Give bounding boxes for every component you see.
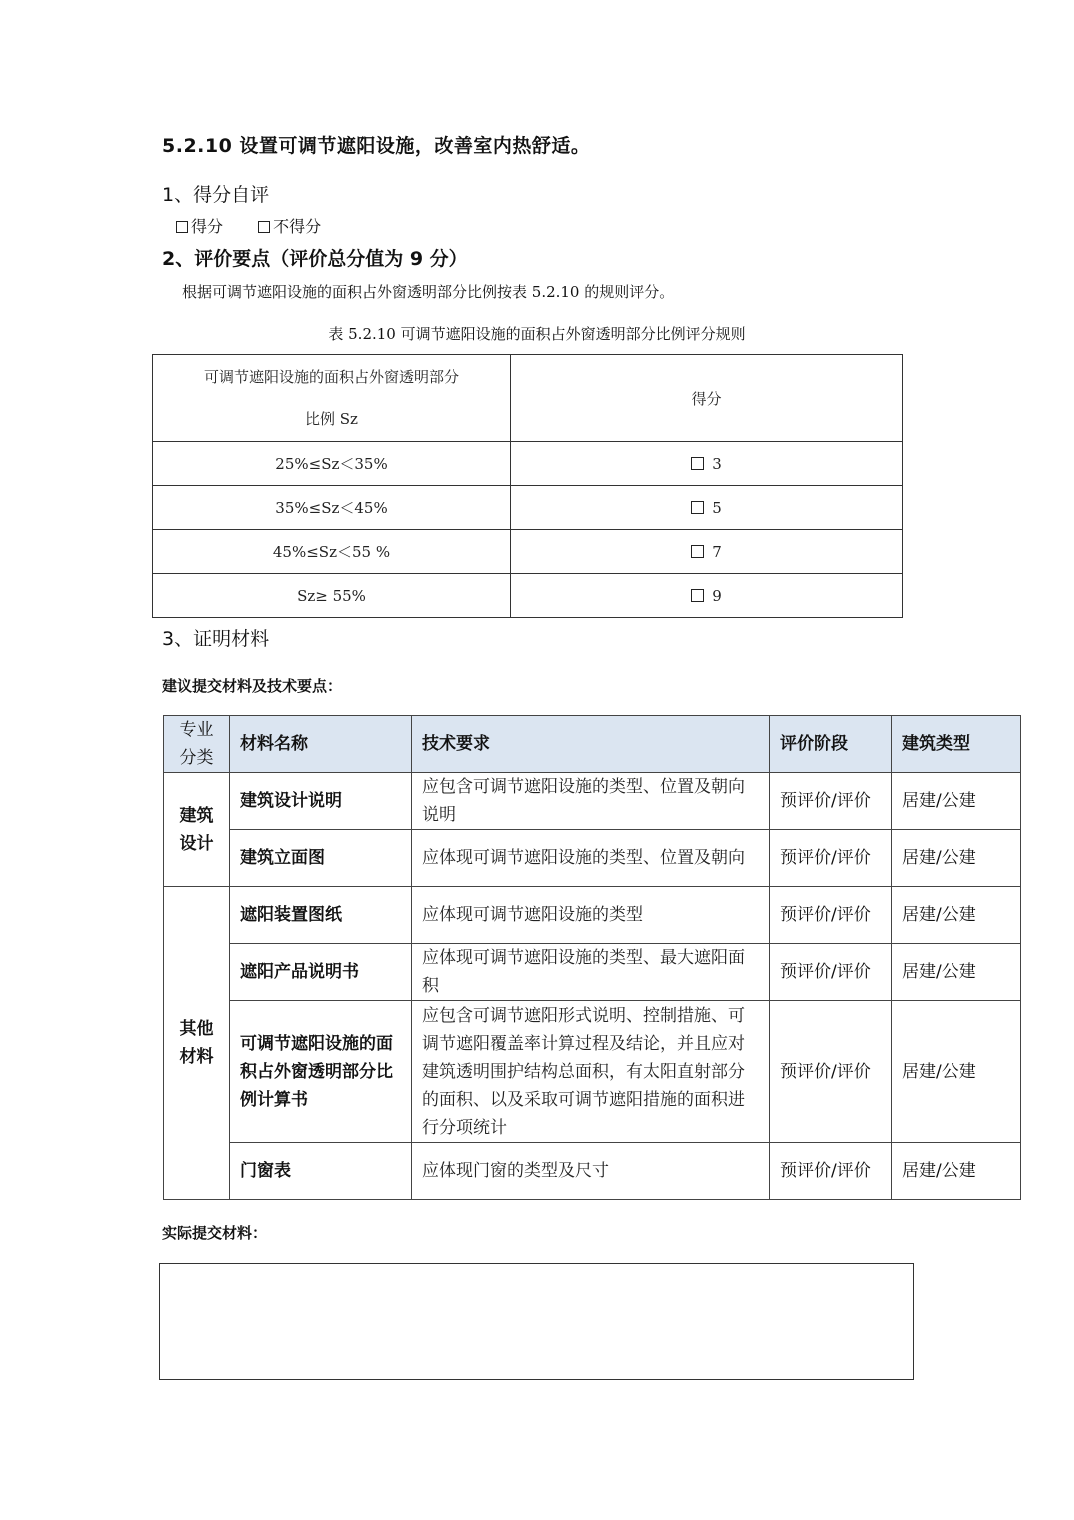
material-name: 可调节遮阳设施的面积占外窗透明部分比例计算书	[230, 1001, 412, 1143]
ratio-header-line2: 比例 Sz	[305, 410, 358, 428]
category-line2: 设计	[179, 833, 214, 854]
material-name: 门窗表	[230, 1143, 412, 1200]
score-rule-table	[152, 354, 903, 618]
material-stage: 预评价/评价	[770, 1001, 892, 1143]
self-eval-heading: 1、得分自评	[162, 184, 270, 206]
material-building-type: 居建/公建	[892, 1001, 1021, 1143]
material-requirement: 应体现可调节遮阳设施的类型、位置及朝向	[412, 830, 770, 887]
table-row	[164, 944, 1021, 1001]
ratio-range: 35%≤Sz＜45%	[153, 486, 511, 530]
eval-points-heading: 2、评价要点（评价总分值为 9 分）	[162, 248, 468, 270]
material-requirement: 应包含可调节遮阳设施的类型、位置及朝向说明	[412, 773, 770, 830]
category-cell	[164, 773, 230, 887]
table-caption: 表 5.2.10 可调节遮阳设施的面积占外窗透明部分比例评分规则	[328, 325, 746, 343]
ratio-range: 25%≤Sz＜35%	[153, 442, 511, 486]
material-requirement: 应体现可调节遮阳设施的类型、最大遮阳面积	[412, 944, 770, 1001]
table-row	[164, 1001, 1021, 1143]
noscore-option[interactable]	[258, 217, 321, 236]
actual-submission-label: 实际提交材料：	[162, 1224, 268, 1242]
ratio-header-line1: 可调节遮阳设施的面积占外窗透明部分	[203, 368, 459, 386]
checkbox-icon[interactable]	[691, 545, 704, 558]
table-row	[164, 887, 1021, 944]
table-row	[164, 830, 1021, 887]
checkbox-icon[interactable]	[691, 457, 704, 470]
category-cell	[164, 887, 230, 1200]
checkbox-icon[interactable]	[691, 501, 704, 514]
category-line2: 材料	[179, 1047, 214, 1067]
score-option-label: 得分	[191, 217, 224, 236]
category-line1: 其他	[179, 1019, 214, 1039]
score-header: 得分	[511, 355, 903, 442]
table-row	[153, 574, 903, 618]
ratio-header	[153, 355, 511, 442]
score-option[interactable]	[176, 217, 223, 236]
category-header	[164, 716, 230, 773]
material-stage: 预评价/评价	[770, 830, 892, 887]
score-cell	[511, 574, 903, 618]
score-cell	[511, 486, 903, 530]
score-value: 7	[712, 542, 722, 561]
table-row	[153, 530, 903, 574]
material-name: 遮阳装置图纸	[230, 887, 412, 944]
material-requirement: 应包含可调节遮阳形式说明、控制措施、可调节遮阳覆盖率计算过程及结论，并且应对建筑透明围护结构总面积，有太阳直射部分的面积、以及采取可调节遮阳措施的面积进行分项统计	[412, 1001, 770, 1143]
material-stage: 预评价/评价	[770, 944, 892, 1001]
materials-table	[163, 715, 1021, 1200]
material-stage: 预评价/评价	[770, 887, 892, 944]
requirement-header: 技术要求	[412, 716, 770, 773]
ratio-range: 45%≤Sz＜55 %	[153, 530, 511, 574]
material-building-type: 居建/公建	[892, 830, 1021, 887]
suggest-label: 建议提交材料及技术要点：	[162, 677, 343, 695]
score-value: 5	[712, 498, 722, 517]
category-line1: 建筑	[179, 805, 214, 826]
material-name: 建筑立面图	[230, 830, 412, 887]
actual-submission-box[interactable]	[159, 1263, 914, 1380]
material-name: 建筑设计说明	[230, 773, 412, 830]
eval-paragraph: 根据可调节遮阳设施的面积占外窗透明部分比例按表 5.2.10 的规则评分。	[182, 283, 675, 301]
material-requirement: 应体现可调节遮阳设施的类型	[412, 887, 770, 944]
material-building-type: 居建/公建	[892, 944, 1021, 1001]
category-header-line1: 专业	[179, 720, 214, 740]
stage-header: 评价阶段	[770, 716, 892, 773]
material-stage: 预评价/评价	[770, 1143, 892, 1200]
noscore-option-label: 不得分	[273, 217, 322, 236]
score-cell	[511, 530, 903, 574]
name-header: 材料名称	[230, 716, 412, 773]
evidence-heading: 3、证明材料	[162, 628, 270, 650]
checkbox-icon[interactable]	[258, 221, 270, 233]
score-table-header	[153, 355, 903, 442]
score-cell	[511, 442, 903, 486]
material-stage: 预评价/评价	[770, 773, 892, 830]
material-name: 遮阳产品说明书	[230, 944, 412, 1001]
self-eval-options	[176, 214, 321, 237]
score-value: 9	[712, 586, 722, 605]
score-value: 3	[712, 454, 722, 473]
material-building-type: 居建/公建	[892, 887, 1021, 944]
material-building-type: 居建/公建	[892, 1143, 1021, 1200]
section-title: 5.2.10 设置可调节遮阳设施，改善室内热舒适。	[162, 135, 591, 157]
materials-header-row	[164, 716, 1021, 773]
checkbox-icon[interactable]	[176, 221, 188, 233]
material-building-type: 居建/公建	[892, 773, 1021, 830]
table-row	[164, 1143, 1021, 1200]
checkbox-icon[interactable]	[691, 589, 704, 602]
table-row	[153, 486, 903, 530]
table-row	[153, 442, 903, 486]
table-row	[164, 773, 1021, 830]
building-type-header: 建筑类型	[892, 716, 1021, 773]
ratio-range: Sz≥ 55%	[153, 574, 511, 618]
category-header-line2: 分类	[179, 748, 214, 768]
material-requirement: 应体现门窗的类型及尺寸	[412, 1143, 770, 1200]
